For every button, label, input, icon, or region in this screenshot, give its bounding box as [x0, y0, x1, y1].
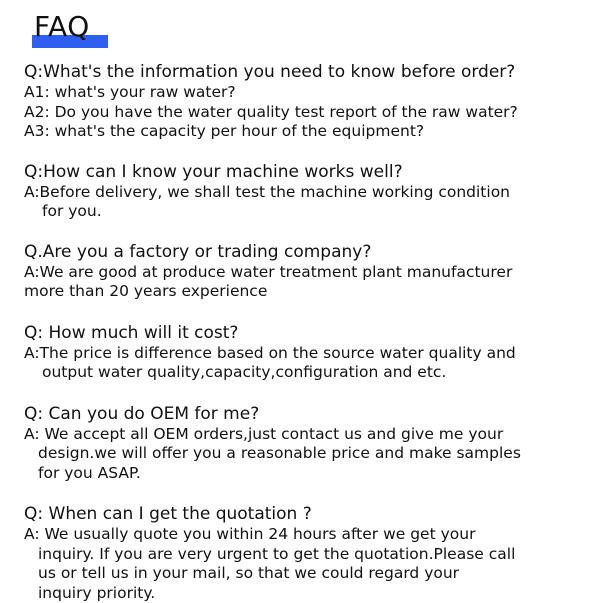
faq-answer-line: A2: Do you have the water quality test report of the raw water? [24, 103, 594, 123]
faq-answer-line: more than 20 years experience [24, 282, 594, 302]
faq-answer-line: for you ASAP. [24, 464, 594, 484]
faq-answer-line: inquiry priority. [24, 584, 594, 603]
faq-answer-line: A:We are good at produce water treatment plant manufacturer [24, 263, 594, 283]
faq-answer-line: inquiry. If you are very urgent to get the quotation.Please call [24, 545, 594, 565]
faq-answer-line: A: We usually quote you within 24 hours after we get your [24, 525, 594, 545]
faq-title: FAQ [34, 10, 90, 44]
faq-question: Q.Are you a factory or trading company? [24, 242, 594, 263]
faq-item-quotation [24, 504, 594, 603]
faq-answer-line: A: We accept all OEM orders,just contact us and give me your [24, 425, 594, 445]
faq-answer-line: for you. [24, 202, 594, 222]
faq-answer-line: us or tell us in your mail, so that we could regard your [24, 564, 594, 584]
faq-item-factory-or-trading [24, 242, 594, 302]
faq-question: Q:What's the information you need to know before order? [24, 62, 594, 83]
faq-answer-line: A3: what's the capacity per hour of the equipment? [24, 122, 594, 142]
faq-answer-line: design.we will offer you a reasonable price and make samples [24, 444, 594, 464]
faq-item-cost [24, 323, 594, 383]
faq-answer-line: A:The price is difference based on the source water quality and [24, 344, 594, 364]
faq-header [32, 8, 112, 48]
faq-item-machine-test [24, 162, 594, 222]
faq-answer-line: output water quality,capacity,configuration and etc. [24, 363, 594, 383]
faq-answer-line: A1: what's your raw water? [24, 83, 594, 103]
faq-item-order-info [24, 62, 594, 142]
faq-answer-line: A:Before delivery, we shall test the machine working condition [24, 183, 594, 203]
faq-list [24, 62, 594, 603]
faq-question: Q: How much will it cost? [24, 323, 594, 344]
faq-item-oem [24, 404, 594, 484]
faq-question: Q: Can you do OEM for me? [24, 404, 594, 425]
faq-question: Q: When can I get the quotation ? [24, 504, 594, 525]
faq-question: Q:How can I know your machine works well? [24, 162, 594, 183]
